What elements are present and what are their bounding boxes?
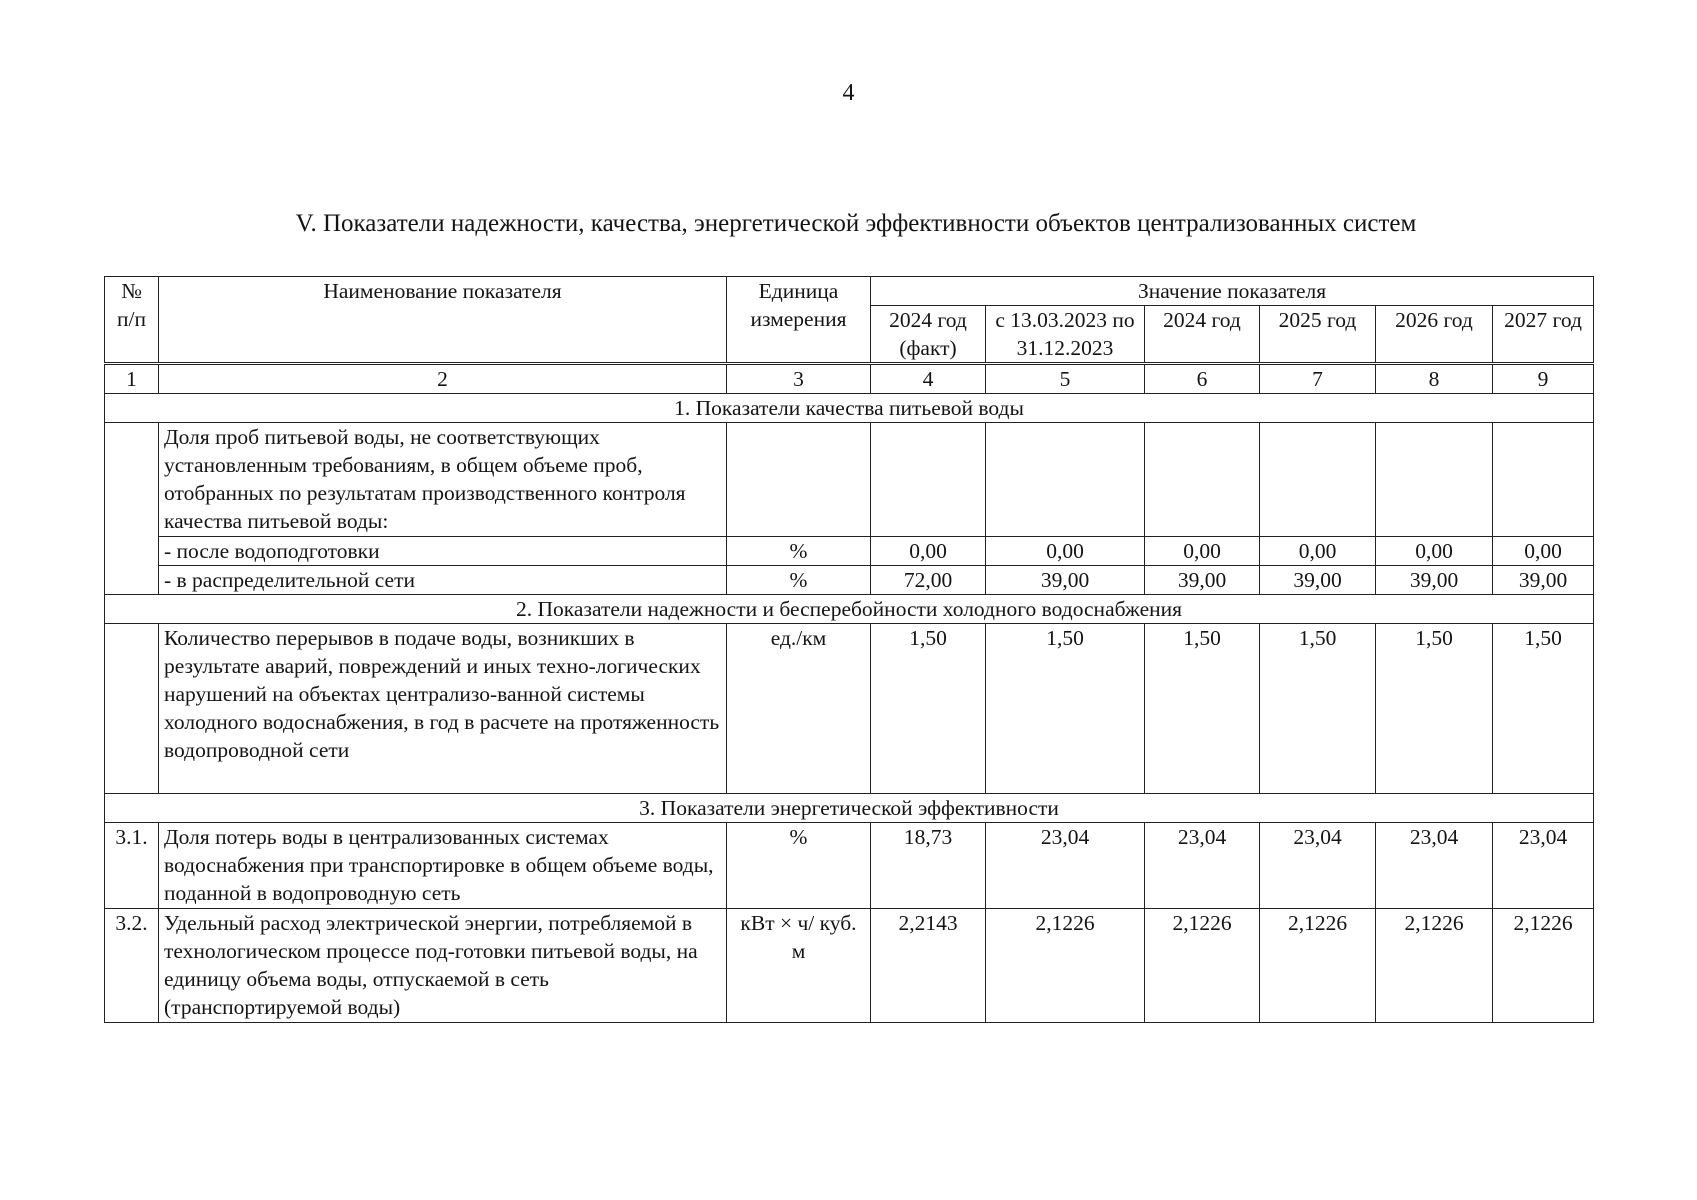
value-cell: 2,1226 [1493,909,1594,1023]
indicator-name: Количество перерывов в подаче воды, возникших в результате аварий, повреждений и иных техно-логических нарушений на объектах централизо-ванной системы холодного водоснабжения, в год в расчете на протяженность водопроводной сети [159,624,727,794]
value-cell: 23,04 [986,823,1145,909]
value-cell: 1,50 [1493,624,1594,794]
value-cell: 39,00 [1145,566,1260,595]
table-row [105,423,1594,537]
indicator-name: - после водоподготовки [159,537,727,566]
group-title: 1. Показатели качества питьевой воды [105,394,1594,423]
value-cell [1493,423,1594,537]
value-cell: 1,50 [1145,624,1260,794]
indicator-name: Удельный расход электрической энергии, потребляемой в технологическом процессе под-готовки питьевой воды, на единицу объема воды, отпускаемой в сеть (транспортируемой воды) [159,909,727,1023]
value-cell: 23,04 [1145,823,1260,909]
header-num: № п/п [105,277,159,364]
group-title: 3. Показатели энергетической эффективности [105,794,1594,823]
column-number: 6 [1145,364,1260,394]
table-row [105,909,1594,1023]
indicator-name: - в распределительной сети [159,566,727,595]
value-cell: 0,00 [1145,537,1260,566]
column-number: 5 [986,364,1145,394]
column-number: 4 [871,364,986,394]
unit-cell: % [727,823,871,909]
header-value-group: Значение показателя [871,277,1594,306]
row-num [105,423,159,595]
group-header-energy-efficiency [105,794,1594,823]
unit-cell: % [727,566,871,595]
unit-cell [727,423,871,537]
value-cell: 2,1226 [1260,909,1376,1023]
value-cell: 2,2143 [871,909,986,1023]
column-number: 2 [159,364,727,394]
value-cell: 1,50 [986,624,1145,794]
row-num: 3.2. [105,909,159,1023]
value-cell: 0,00 [1260,537,1376,566]
header-period: 2025 год [1260,306,1376,364]
indicator-name: Доля проб питьевой воды, не соответствующих установленным требованиям, в общем объеме проб, отобранных по результатам производственного контроля качества питьевой воды: [159,423,727,537]
header-period: 2024 год (факт) [871,306,986,364]
unit-cell: кВт × ч/ куб. м [727,909,871,1023]
value-cell: 39,00 [1260,566,1376,595]
header-name: Наименование показателя [159,277,727,364]
header-unit: Единица измерения [727,277,871,364]
value-cell: 39,00 [1376,566,1493,595]
header-period: 2027 год [1493,306,1594,364]
value-cell: 23,04 [1376,823,1493,909]
value-cell: 2,1226 [1376,909,1493,1023]
value-cell: 72,00 [871,566,986,595]
header-period: 2026 год [1376,306,1493,364]
value-cell: 1,50 [871,624,986,794]
value-cell: 18,73 [871,823,986,909]
value-cell: 39,00 [1493,566,1594,595]
table-row [105,624,1594,794]
column-number: 8 [1376,364,1493,394]
value-cell [871,423,986,537]
value-cell: 0,00 [871,537,986,566]
table-row [105,537,1594,566]
value-cell [1376,423,1493,537]
value-cell: 1,50 [1376,624,1493,794]
value-cell [1260,423,1376,537]
table-row [105,823,1594,909]
value-cell [986,423,1145,537]
value-cell: 1,50 [1260,624,1376,794]
group-header-reliability [105,595,1594,624]
header-period: 2024 год [1145,306,1260,364]
value-cell [1145,423,1260,537]
indicator-name: Доля потерь воды в централизованных системах водоснабжения при транспортировке в общем объеме воды, поданной в водопроводную сеть [159,823,727,909]
unit-cell: ед./км [727,624,871,794]
group-title: 2. Показатели надежности и бесперебойности холодного водоснабжения [105,595,1594,624]
page-number: 4 [842,80,855,106]
value-cell: 0,00 [986,537,1145,566]
row-num: 3.1. [105,823,159,909]
column-number: 1 [105,364,159,394]
value-cell: 23,04 [1493,823,1594,909]
column-number: 3 [727,364,871,394]
header-row [105,277,1594,306]
unit-cell: % [727,537,871,566]
header-period: с 13.03.2023 по 31.12.2023 [986,306,1145,364]
value-cell: 2,1226 [1145,909,1260,1023]
table-row [105,566,1594,595]
value-cell: 39,00 [986,566,1145,595]
column-number: 7 [1260,364,1376,394]
row-num [105,624,159,794]
value-cell: 0,00 [1493,537,1594,566]
value-cell: 23,04 [1260,823,1376,909]
section-title: V. Показатели надежности, качества, энергетической эффективности объектов централизованных систем [295,210,1417,237]
group-header-water-quality [105,394,1594,423]
value-cell: 2,1226 [986,909,1145,1023]
column-number: 9 [1493,364,1594,394]
column-numbers-row [105,364,1594,394]
indicators-table [104,276,1594,1023]
value-cell: 0,00 [1376,537,1493,566]
